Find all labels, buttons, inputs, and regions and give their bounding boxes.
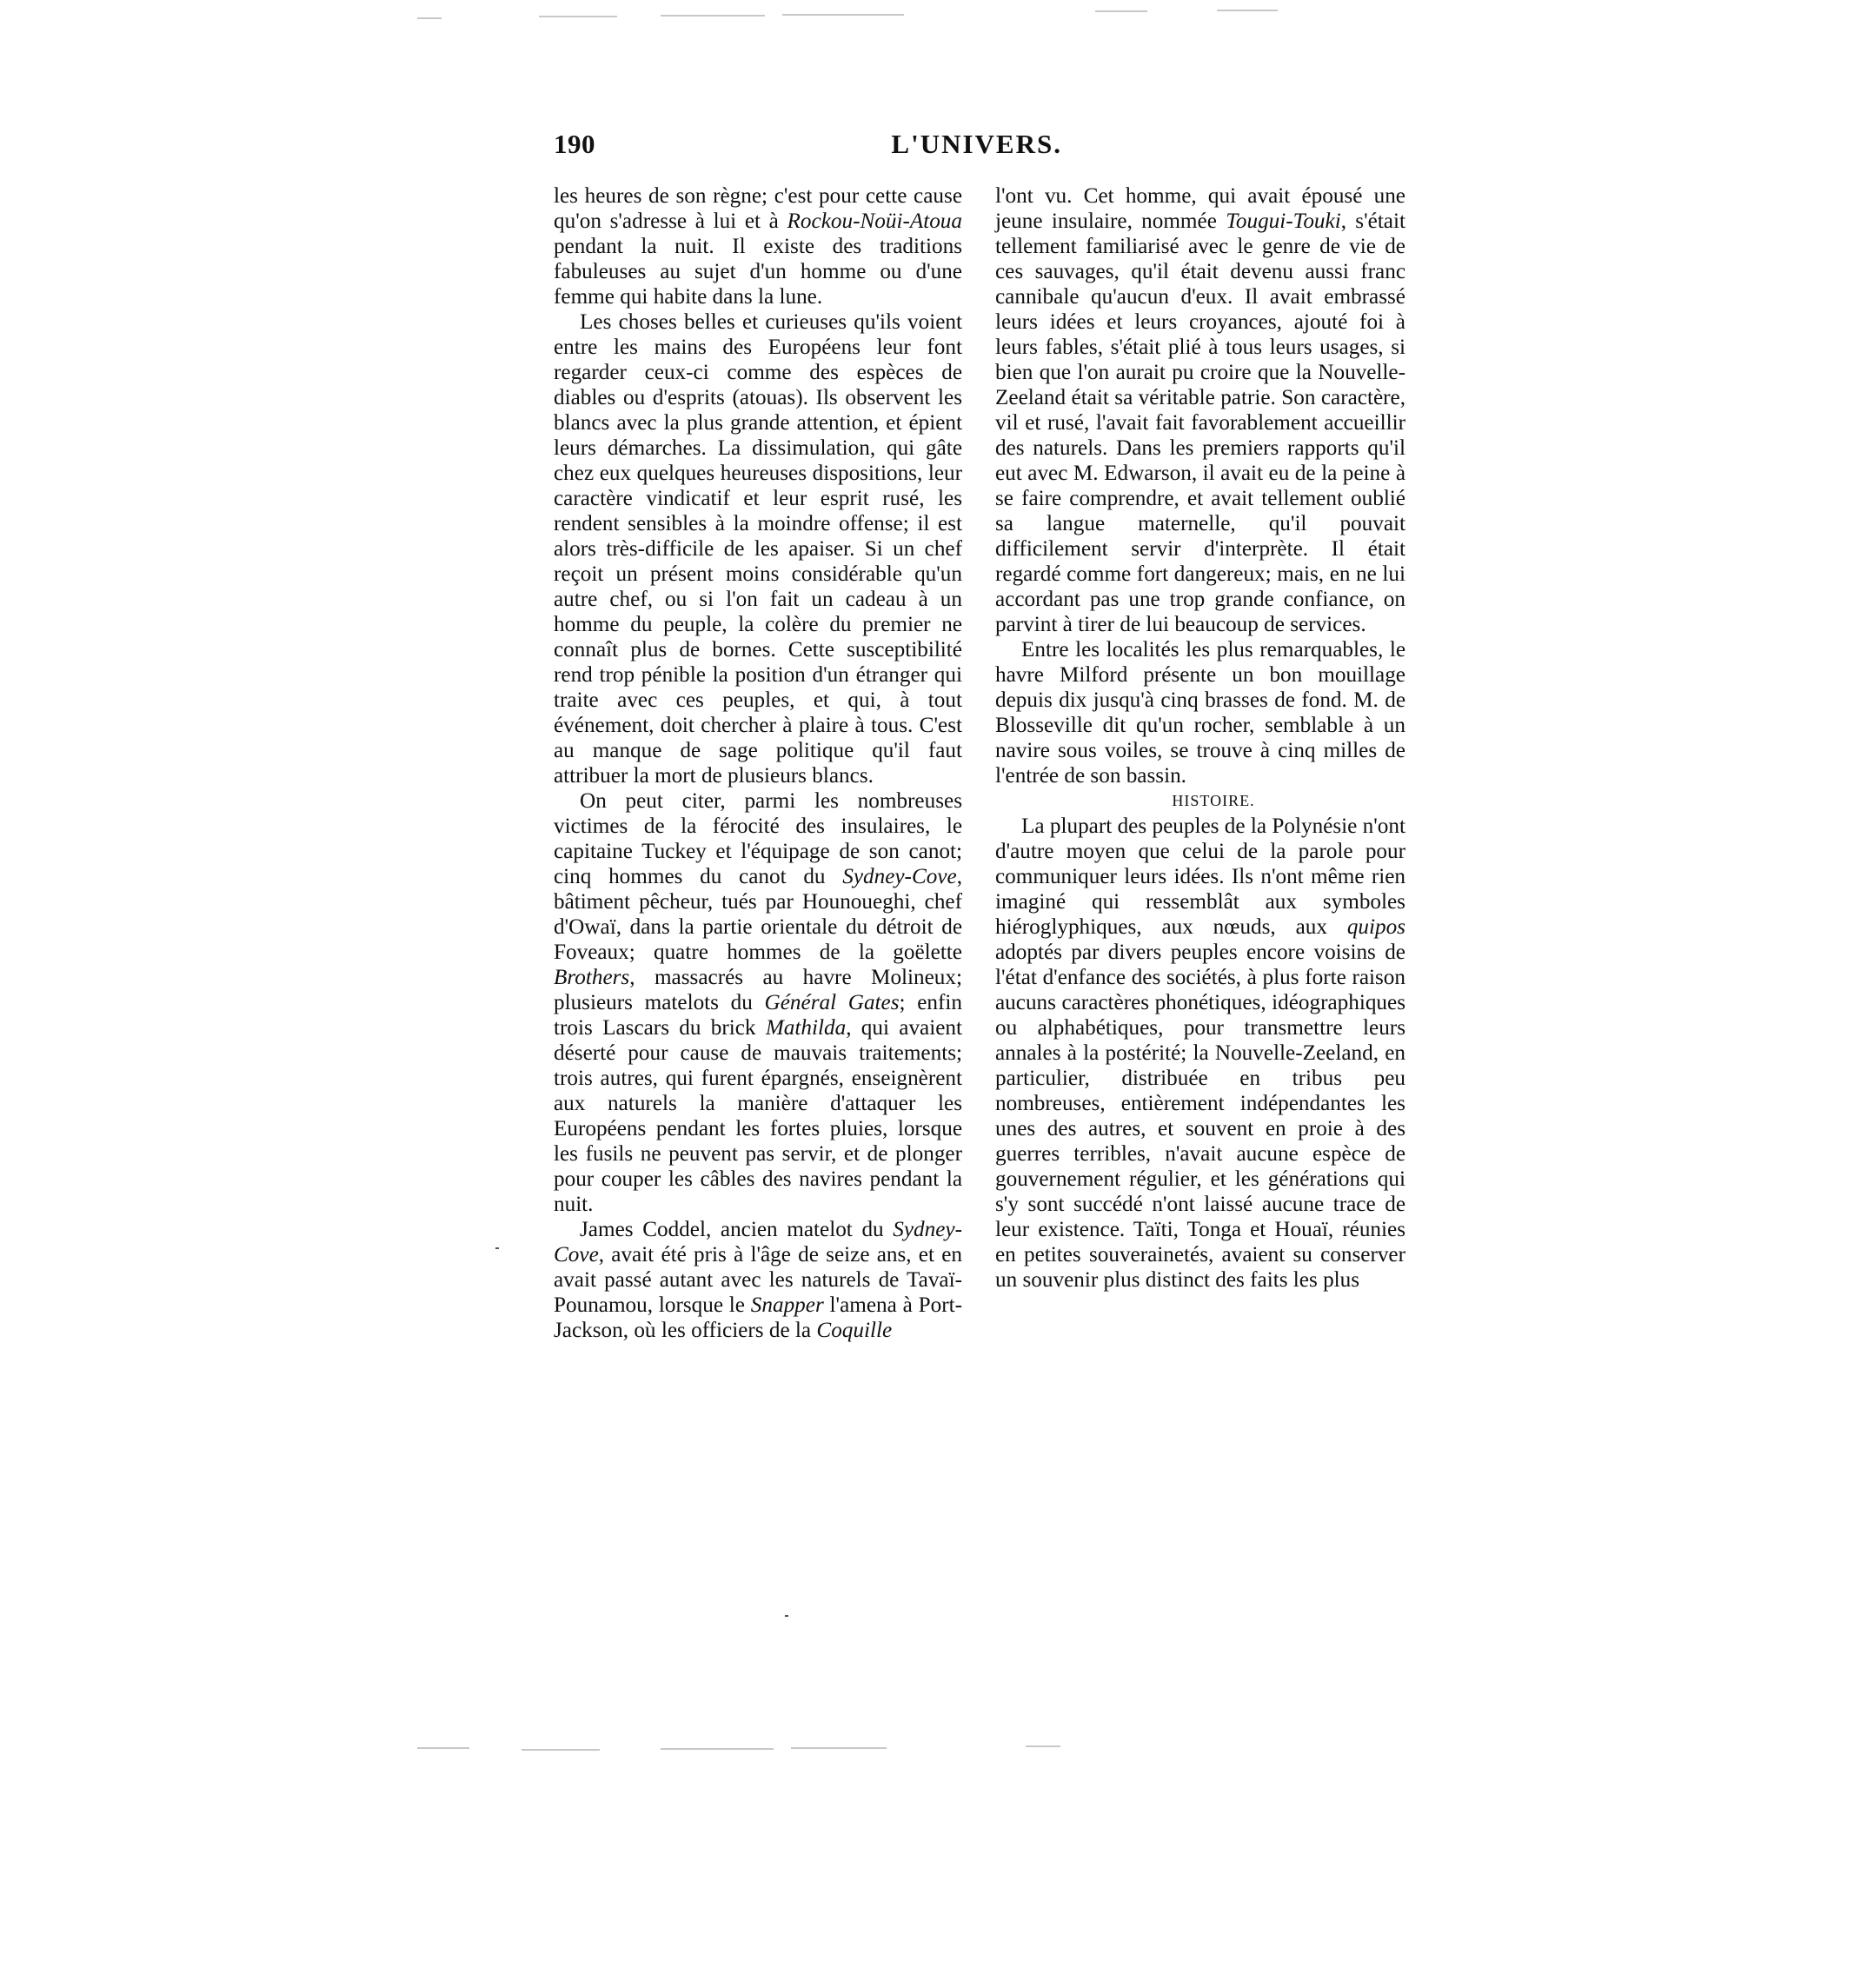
- scan-mark-top-4: [782, 14, 904, 16]
- right-paragraph-2: Entre les localités les plus remarquables, le havre Milford présente un bon mouillage depuis dix jusqu'à cinq brasses de fond. M. de Blosseville dit qu'un rocher, semblable à un navire sous voiles, se trouve à cinq milles de l'entrée de son bassin.: [995, 638, 1405, 788]
- scan-mark-top-1: [417, 17, 442, 19]
- scan-mark-top-6: [1217, 10, 1278, 11]
- page-number: 190: [554, 129, 595, 159]
- right-text-column: [995, 183, 1405, 1293]
- scan-mark-top-2: [539, 16, 617, 17]
- running-title: L'UNIVERS.: [891, 129, 1062, 159]
- right-column-paragraphs: [995, 183, 1405, 788]
- section-heading-histoire: HISTOIRE.: [1172, 792, 1255, 809]
- scan-mark-bottom-4: [791, 1747, 887, 1749]
- left-paragraph-2: Les choses belles et curieuses qu'ils voient entre les mains des Européens leur font regarder ceux-ci comme des espèces de diables ou d'esprits (atouas). Ils observent les blancs avec la plus grande attention, et épient leurs démarches. La dissimulation, qui gâte chez eux quelques heureuses dispositions, leur caractère vindicatif et leur esprit rusé, les rendent sensibles à la moindre offense; il est alors très-difficile de les apaiser. Si un chef reçoit un présent moins considérable qu'un autre chef, ou si l'on fait un cadeau à un homme du peuple, la colère du premier ne connaît plus de bornes. Cette susceptibilité rend trop pénible la position d'un étranger qui traite avec ces peuples, et qui, à tout événement, doit chercher à plaire à tous. C'est au manque de sage politique qu'il faut attribuer la mort de plusieurs blancs.: [554, 310, 962, 788]
- left-paragraph-3: On peut citer, parmi les nombreuses victimes de la férocité des insulaires, le capitaine Tuckey et l'équipage de son canot; cinq hommes du canot du Sydney-Cove, bâtiment pêcheur, tués par Hounoueghi, chef d'Owaï, dans la partie orientale du détroit de Foveaux; quatre hommes de la goëlette Brothers, massacrés au havre Molineux; plusieurs matelots du Général Gates; enfin trois Lascars du brick Mathilda, qui avaient déserté pour cause de mauvais traitements; trois autres, qui furent épargnés, enseignèrent aux naturels la manière d'attaquer les Européens pendant les fortes pluies, lorsque les fusils ne peuvent pas servir, et de plonger pour couper les câbles des navires pendant la nuit.: [554, 789, 962, 1216]
- scan-mark-bottom-2: [522, 1749, 600, 1751]
- stray-dot-margin: [495, 1247, 499, 1249]
- scan-mark-bottom-3: [661, 1748, 774, 1750]
- scan-mark-bottom-1: [417, 1747, 469, 1749]
- histoire-paragraph-1: La plupart des peuples de la Polynésie n'ont d'autre moyen que celui de la parole pour communiquer leurs idées. Ils n'ont même rien imaginé qui ressemblât aux symboles hiéroglyphiques, aux nœuds, aux quipos adoptés par divers peuples encore voisins de l'état d'enfance des sociétés, à plus forte raison aucuns caractères phonétiques, idéographiques ou alphabétiques, pour transmettre leurs annales à la postérité; la Nouvelle-Zeeland, en particulier, distribuée en tribus peu nombreuses, entièrement indépendantes les unes des autres, et souvent en proie à des guerres terribles, n'avait aucune espèce de gouvernement régulier, et les générations qui s'y sont succédé n'ont laissé aucune trace de leur existence. Taïti, Tonga et Houaï, réunies en petites souverainetés, avaient su conserver un souvenir plus distinct des faits les plus: [995, 814, 1405, 1292]
- scan-mark-top-3: [661, 15, 765, 17]
- right-column-paragraphs-after: [995, 814, 1405, 1293]
- right-paragraph-1: l'ont vu. Cet homme, qui avait épousé une jeune insulaire, nommée Tougui-Touki, s'était tellement familiarisé avec le genre de vie de ces sauvages, qu'il était devenu aussi franc cannibale qu'aucun d'eux. Il avait embrassé leurs idées et leurs croyances, ajouté foi à leurs fables, s'était plié à tous leurs usages, si bien que l'on aurait pu croire que la Nouvelle-Zeeland était sa véritable patrie. Son caractère, vil et rusé, l'avait fait favorablement accueillir des naturels. Dans les premiers rapports qu'il eut avec M. Edwarson, il avait eu de la peine à se faire comprendre, et avait tellement oublié sa langue maternelle, qu'il pouvait difficilement servir d'interprète. Il était regardé comme fort dangereux; mais, en ne lui accordant pas une trop grande confiance, on parvint à tirer de lui beaucoup de services.: [995, 184, 1405, 636]
- scan-mark-bottom-5: [1026, 1745, 1060, 1747]
- left-paragraph-1: les heures de son règne; c'est pour cette cause qu'on s'adresse à lui et à Rockou-Noüi-Atoua pendant la nuit. Il existe des traditions fabuleuses au sujet d'un homme ou d'une femme qui habite dans la lune.: [554, 184, 962, 309]
- page-header: [554, 129, 1062, 167]
- stray-dot-bottom: [785, 1615, 788, 1617]
- scan-mark-top-5: [1095, 10, 1147, 12]
- left-paragraph-4: James Coddel, ancien matelot du Sydney-Cove, avait été pris à l'âge de seize ans, et en avait passé autant avec les naturels de Tavaï-Pounamou, lorsque le Snapper l'amena à Port-Jackson, où les officiers de la Coquille: [554, 1218, 962, 1342]
- left-text-column: [554, 183, 962, 1343]
